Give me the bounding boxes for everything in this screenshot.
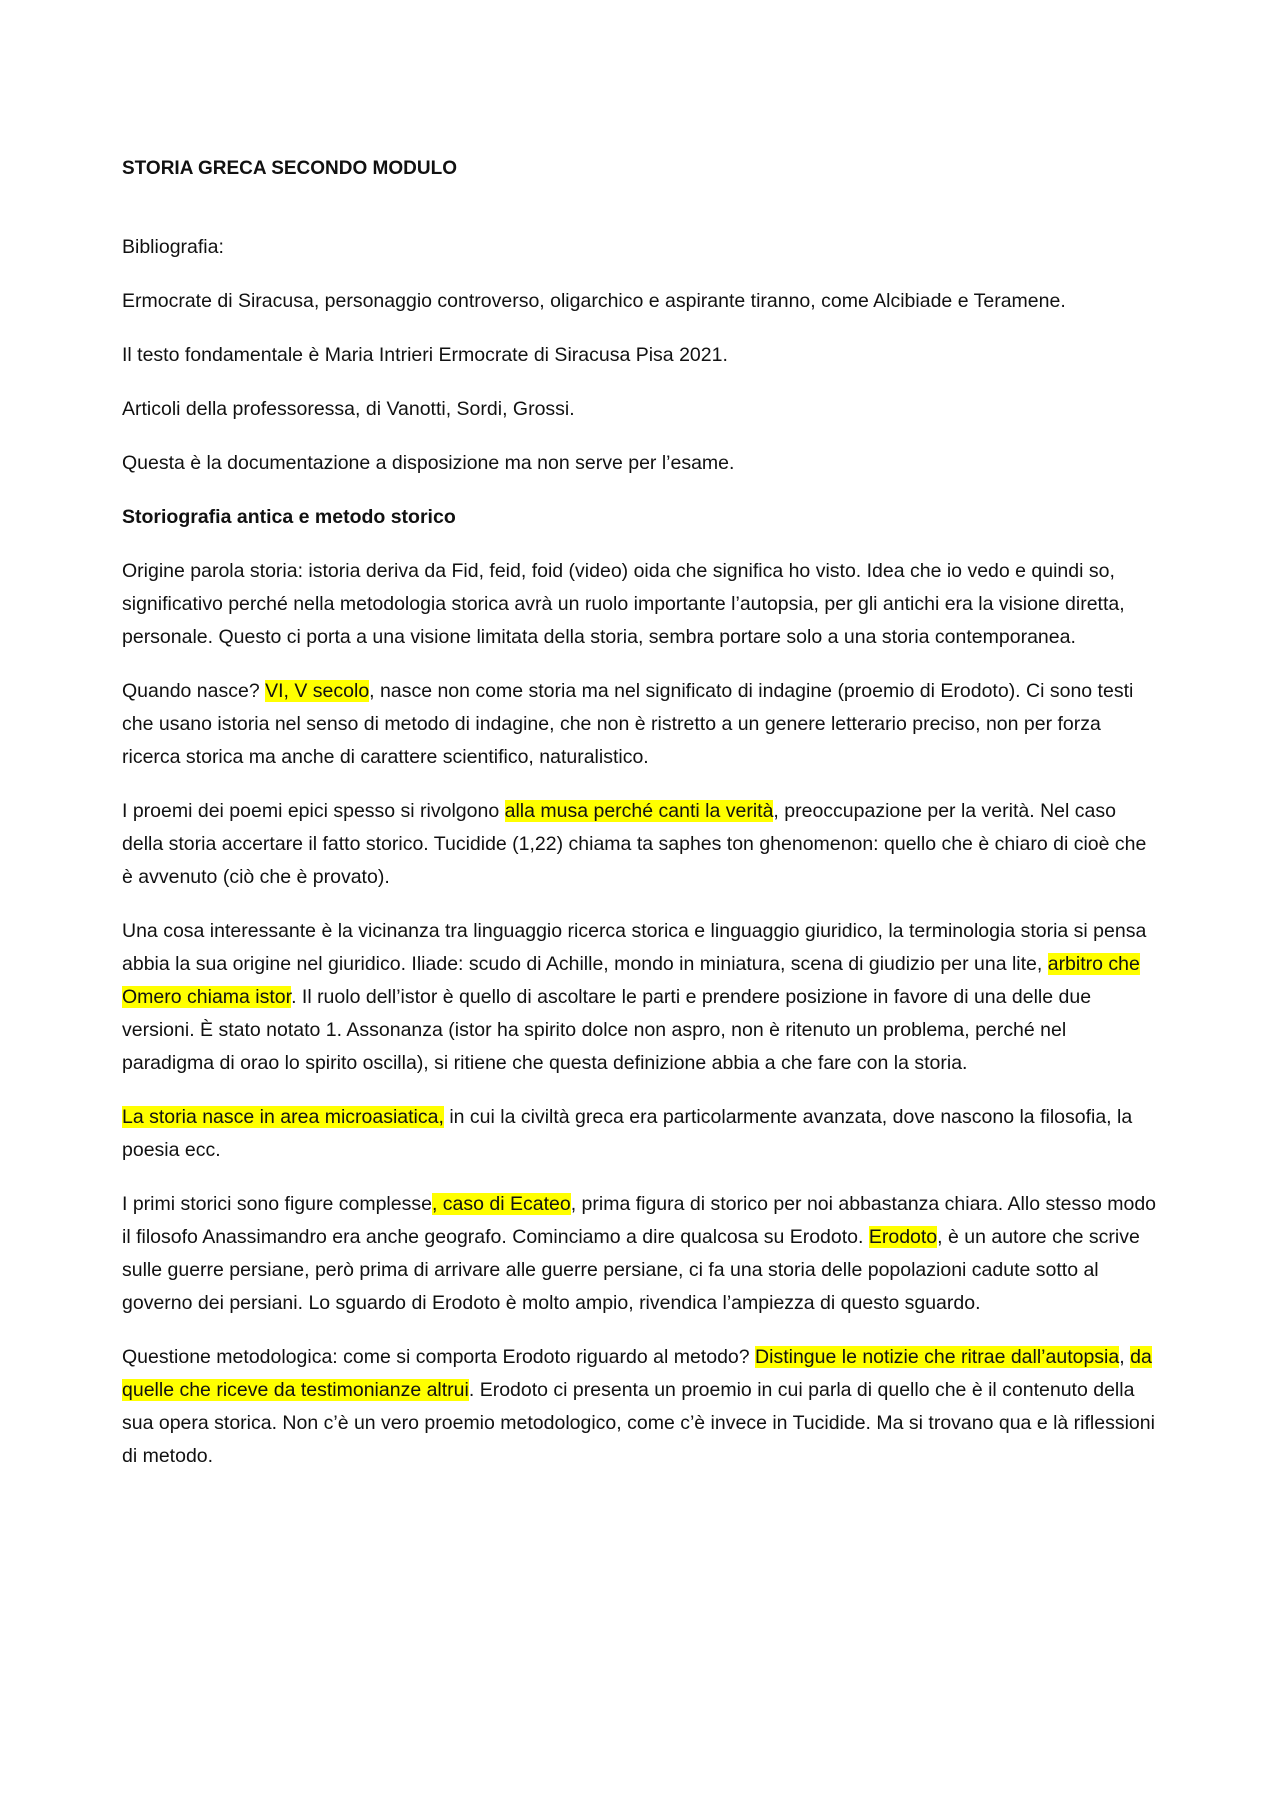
highlighted-text: Distingue le notizie che ritrae dall’autopsia (755, 1346, 1120, 1368)
text-run: , è un autore che scrive sulle guerre persiane, però prima di arrivare alle guerre persiane, ci fa una storia delle popolazioni cadute sotto al governo dei persiani. Lo sguardo di Erodoto è molto ampio, rivendica l’ampiezza di questo sguardo. (122, 1226, 1140, 1314)
text-run: Questa è la documentazione a disposizione ma non serve per l’esame. (122, 452, 735, 474)
text-run: Storiografia antica e metodo storico (122, 506, 456, 528)
text-run: Quando nasce? (122, 680, 266, 702)
highlighted-text: alla musa perché canti la verità (504, 800, 774, 822)
text-run: Bibliografia: (122, 236, 224, 258)
document-body (122, 231, 1160, 1473)
paragraph (122, 1341, 1162, 1473)
highlighted-text: Erodoto (868, 1226, 938, 1248)
text-run: , prima figura di storico per noi abbastanza chiara. Allo stesso modo il filosofo Anassimandro era anche geografo. Cominciamo a dire qualcosa su Erodoto. (122, 1193, 1157, 1248)
text-run: Articoli della professoressa, di Vanotti, Sordi, Grossi. (122, 398, 575, 420)
text-run: , (1119, 1346, 1131, 1368)
paragraph (122, 393, 1162, 426)
text-run: Una cosa interessante è la vicinanza tra linguaggio ricerca storica e linguaggio giuridico, la terminologia storia si pensa abbia la sua origine nel giuridico. Iliade: scudo di Achille, mondo in miniatura, scena di giudizio per una lite, (122, 920, 1147, 975)
text-run: , nasce non come storia ma nel significato di indagine (proemio di Erodoto). Ci sono testi che usano istoria nel senso di metodo di indagine, che non è ristretto a un genere letterario preciso, non per forza ricerca storica ma anche di carattere scientifico, naturalistico. (122, 680, 1134, 768)
text-run: Origine parola storia: istoria deriva da Fid, feid, foid (video) oida che significa ho visto. Idea che io vedo e quindi so, significativo perché nella metodologia storica avrà un ruolo importante l’autopsia, per gli antichi era la visione diretta, personale. Questo ci porta a una visione limitata della storia, sembra portare solo a una storia contemporanea. (122, 560, 1125, 648)
highlighted-text: VI, V secolo (265, 680, 370, 702)
paragraph (122, 1188, 1162, 1320)
paragraph (122, 795, 1162, 894)
section-heading (122, 501, 1160, 534)
text-run: I proemi dei poemi epici spesso si rivolgono (122, 800, 505, 822)
paragraph (122, 231, 1162, 264)
document-title: STORIA GRECA SECONDO MODULO (122, 158, 457, 179)
highlighted-text: La storia nasce in area microasiatica, (122, 1106, 444, 1128)
highlighted-text: da quelle che riceve da testimonianze altrui (122, 1346, 1152, 1401)
text-run: in cui la civiltà greca era particolarmente avanzata, dove nascono la filosofia, la poesia ecc. (122, 1106, 1133, 1161)
text-run: Il testo fondamentale è Maria Intrieri Ermocrate di Siracusa Pisa 2021. (122, 344, 728, 366)
paragraph (122, 675, 1162, 774)
text-run: I primi storici sono figure complesse (122, 1193, 432, 1215)
paragraph (122, 1101, 1162, 1167)
highlighted-text: arbitro che Omero chiama istor (122, 953, 1140, 1008)
text-run: Questione metodologica: come si comporta Erodoto riguardo al metodo? (122, 1346, 756, 1368)
paragraph (122, 285, 1162, 318)
paragraph (122, 447, 1162, 480)
text-run: Ermocrate di Siracusa, personaggio controverso, oligarchico e aspirante tiranno, come Alcibiade e Teramene. (122, 290, 1066, 312)
text-run: . Erodoto ci presenta un proemio in cui parla di quello che è il contenuto della sua opera storica. Non c’è un vero proemio metodologico, come c’è invece in Tucidide. Ma si trovano qua e là riflessioni di metodo. (122, 1379, 1155, 1467)
paragraph (122, 339, 1162, 372)
paragraph (122, 555, 1162, 654)
text-run: . Il ruolo dell’istor è quello di ascoltare le parti e prendere posizione in favore di una delle due versioni. È stato notato 1. Assonanza (istor ha spirito dolce non aspro, non è ritenuto un problema, perché nel paradigma di orao lo spirito oscilla), si ritiene che questa definizione abbia a che fare con la storia. (122, 986, 1092, 1074)
text-run: , preoccupazione per la verità. Nel caso della storia accertare il fatto storico. Tucidide (1,22) chiama ta saphes ton ghenomenon: quello che è chiaro di cioè che è avvenuto (ciò che è provato). (122, 800, 1147, 888)
highlighted-text: , caso di Ecateo (431, 1193, 571, 1215)
paragraph (122, 915, 1162, 1080)
